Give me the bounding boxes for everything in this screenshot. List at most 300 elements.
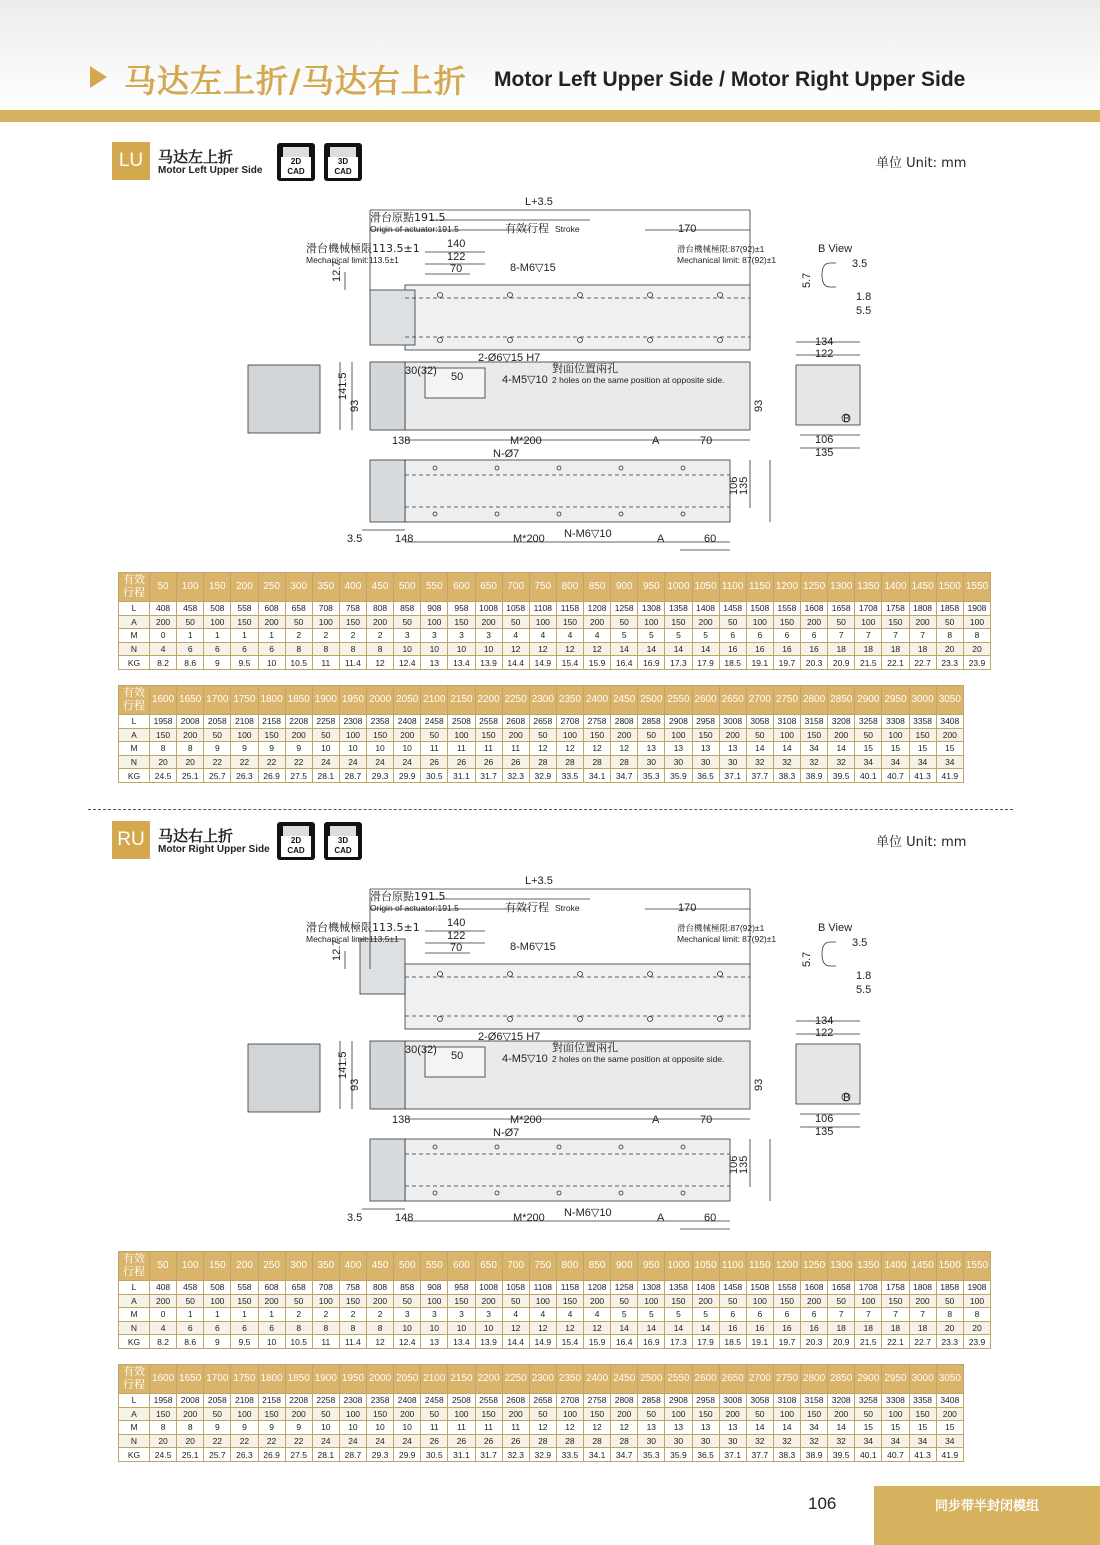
stroke-value-header: 2800 [801,1365,828,1394]
stroke-value-header: 1150 [746,1252,773,1281]
dim-label-d3032: 30(32) [405,1044,437,1056]
table-cell: 30.5 [421,1448,448,1462]
table-cell: 10 [258,1335,285,1349]
table-cell: 200 [258,615,285,629]
table-cell: 50 [285,1294,312,1308]
table-cell: 8 [367,642,394,656]
floppy-shutter [283,147,309,157]
dim-label-d106v: 106 [728,476,740,495]
table-cell: 31.1 [448,1448,475,1462]
table-cell: 10 [394,1421,421,1435]
table-cell: 100 [312,1294,339,1308]
table-cell: 26 [421,755,448,769]
table-cell: 19.1 [746,656,773,670]
table-cell: 9 [258,1421,285,1435]
stroke-value-header: 850 [584,573,611,602]
table-cell: 31.7 [475,769,502,783]
table-cell: 3 [475,629,502,643]
table-cell: 1108 [529,1281,556,1295]
stroke-value-header: 50 [150,573,177,602]
table-cell: 3258 [855,715,882,729]
stroke-value-header: 1950 [339,1365,366,1394]
table-cell: 8 [285,642,312,656]
table-cell: 28 [556,1434,583,1448]
section-title-cn: 马达右上折 [158,827,234,845]
stroke-value-header: 450 [367,1252,394,1281]
dim-label-d140: 140 [447,238,466,250]
stroke-header-cell: 有效行程 [119,686,150,715]
table-row [119,715,964,729]
table-cell: 150 [584,1407,611,1421]
dim-label-d50: 50 [451,371,464,383]
table-cell: 150 [773,615,800,629]
stroke-value-header: 2250 [502,686,529,715]
table-cell: 3008 [719,715,746,729]
stroke-value-header: 600 [448,573,475,602]
dim-label-m6: 8-M6▽15 [510,262,556,274]
table-cell: 4 [556,1308,583,1322]
table-cell: 25.1 [177,769,204,783]
table-cell: 12 [556,742,583,756]
table-cell: 5 [692,629,719,643]
table-cell: 34 [855,755,882,769]
table-cell: 41.3 [909,1448,936,1462]
table-cell: 1458 [719,1281,746,1295]
table-cell: 32.9 [529,769,556,783]
stroke-value-header: 150 [204,573,231,602]
row-label: N [119,755,150,769]
table-cell: 200 [394,1407,421,1421]
table-cell: 2408 [394,1394,421,1408]
table-cell: 50 [638,1407,665,1421]
table-cell: 200 [909,615,936,629]
table-cell: 1758 [882,1281,909,1295]
table-cell: 28 [556,755,583,769]
table-cell: 7 [828,1308,855,1322]
cad-2d-download-icon[interactable] [277,143,315,181]
table-cell: 50 [828,615,855,629]
dim-label-d93: 93 [349,399,361,412]
stroke-value-header: 700 [502,1252,529,1281]
table-cell: 2158 [258,1394,285,1408]
table-cell: 37.7 [746,1448,773,1462]
table-cell: 2708 [556,1394,583,1408]
motor-top-view [360,939,405,994]
table-cell: 35.3 [638,1448,665,1462]
table-cell: 14 [665,1321,692,1335]
dim-label-d148: 148 [395,533,414,545]
table-cell: 3 [475,1308,502,1322]
table-cell: 16 [719,1321,746,1335]
dim-label-b18: 1.8 [856,291,872,303]
table-cell: 50 [312,1407,339,1421]
stroke-value-header: 1500 [936,573,963,602]
stroke-value-header: 350 [312,1252,339,1281]
dim-label-nm6: N-M6▽10 [564,528,612,540]
stroke-value-header: 1800 [258,686,285,715]
table-row [119,728,964,742]
table-cell: 50 [529,1407,556,1421]
table-cell: 13 [421,1335,448,1349]
table-cell: 5 [638,1308,665,1322]
stroke-value-header: 1150 [746,573,773,602]
dim-label-d135: 135 [815,447,834,459]
table-cell: 41.9 [936,1448,963,1462]
table-cell: 11 [475,742,502,756]
table-cell: 200 [936,1407,963,1421]
table-cell: 50 [177,615,204,629]
table-cell: 408 [150,602,177,616]
dim-label-origin-en: Origin of actuator:191.5 [370,903,459,913]
stroke-value-header: 1050 [692,573,719,602]
table-cell: 200 [828,1407,855,1421]
dim-label-d60: 60 [704,1212,717,1224]
table-cell: 11 [448,1421,475,1435]
table-cell: 2 [285,1308,312,1322]
table-cell: 200 [502,728,529,742]
table-cell: 200 [719,1407,746,1421]
stroke-value-header: 2300 [529,686,556,715]
cad-3d-download-icon[interactable] [324,822,362,860]
table-cell: 32.3 [502,1448,529,1462]
table-cell: 2058 [204,1394,231,1408]
table-cell: 0 [150,629,177,643]
table-cell: 17.9 [692,656,719,670]
dim-label-pin: 2-Ø6▽15 H7 [478,1031,541,1043]
table-cell: 808 [367,602,394,616]
table-cell: 23.9 [963,1335,990,1349]
table-cell: 22.7 [909,656,936,670]
row-label: N [119,1434,150,1448]
table-cell: 50 [855,1407,882,1421]
table-cell: 3 [421,629,448,643]
table-cell: 38.9 [801,769,828,783]
table-cell: 15 [936,742,963,756]
table-row [119,1335,991,1349]
table-cell: 2008 [177,1394,204,1408]
table-cell: 20.9 [828,656,855,670]
table-cell: 1158 [556,1281,583,1295]
stroke-value-header: 2650 [719,686,746,715]
row-label: L [119,1281,150,1295]
stroke-value-header: 950 [638,573,665,602]
row-label: A [119,728,150,742]
dim-label-d122b: 122 [815,348,834,360]
table-cell: 100 [421,615,448,629]
table-cell: 7 [882,1308,909,1322]
table-cell: 1908 [963,1281,990,1295]
table-cell: 508 [204,602,231,616]
table-row [119,769,964,783]
table-cell: 1258 [611,602,638,616]
table-cell: 2708 [556,715,583,729]
dim-label-overall: L+3.5 [525,196,553,208]
table-cell: 34.7 [611,1448,638,1462]
stroke-value-header: 1900 [312,686,339,715]
table-cell: 22.1 [882,1335,909,1349]
table-cell: 200 [801,1294,828,1308]
dim-label-d122: 122 [447,930,466,942]
table-cell: 200 [584,1294,611,1308]
table-cell: 200 [177,1407,204,1421]
table-cell: 2208 [285,715,312,729]
table-cell: 28 [529,1434,556,1448]
dim-label-bview: B View [818,922,853,934]
stroke-value-header: 2500 [638,1365,665,1394]
table-cell: 12.4 [394,1335,421,1349]
dim-label-d138: 138 [392,435,411,447]
dim-label-d93b: 93 [753,399,765,412]
row-label: L [119,715,150,729]
table-cell: 150 [584,728,611,742]
table-cell: 22.7 [909,1335,936,1349]
stroke-value-header: 3050 [936,686,963,715]
table-cell: 150 [258,728,285,742]
table-cell: 25.1 [177,1448,204,1462]
table-cell: 12.4 [394,656,421,670]
table-cell: 100 [882,1407,909,1421]
table-cell: 100 [638,615,665,629]
stroke-value-header: 2850 [828,1365,855,1394]
table-cell: 2008 [177,715,204,729]
table-cell: 22 [231,1434,258,1448]
table-cell: 758 [339,1281,366,1295]
stroke-value-header: 1700 [204,1365,231,1394]
motor-end-view [248,1044,320,1112]
dim-label-mech-right-cn: 滑台機械極限:87(92)±1 [677,923,765,933]
table-cell: 6 [746,1308,773,1322]
spec-table-long-strokes [118,685,964,783]
table-cell: 34 [801,1421,828,1435]
table-cell: 2 [312,629,339,643]
dim-label-bmark: B [843,413,851,425]
dim-label-d134: 134 [815,1015,834,1027]
stroke-value-header: 1250 [801,1252,828,1281]
table-cell: 50 [177,1294,204,1308]
table-row [119,642,991,656]
table-cell: 3358 [909,1394,936,1408]
row-label: A [119,615,150,629]
row-label: N [119,1321,150,1335]
table-cell: 6 [204,642,231,656]
table-cell: 1308 [638,602,665,616]
motor-bottom-view [370,460,405,522]
dim-label-mech-left-cn: 滑台機械極限113.5±1 [306,921,420,934]
table-cell: 100 [204,615,231,629]
table-cell: 8 [339,642,366,656]
table-cell: 8 [936,1308,963,1322]
stroke-value-header: 2600 [692,1365,719,1394]
table-header-row [119,1252,991,1281]
table-cell: 200 [611,1407,638,1421]
stroke-value-header: 1750 [231,686,258,715]
table-cell: 6 [773,629,800,643]
table-cell: 24 [339,755,366,769]
table-cell: 13 [692,1421,719,1435]
table-cell: 3 [448,1308,475,1322]
table-cell: 11 [448,742,475,756]
table-cell: 1958 [150,1394,177,1408]
table-cell: 32 [801,755,828,769]
table-cell: 32.9 [529,1448,556,1462]
stroke-value-header: 2300 [529,1365,556,1394]
table-cell: 26.9 [258,769,285,783]
dim-label-d135v: 135 [738,476,750,495]
table-cell: 14 [692,1321,719,1335]
table-cell: 100 [773,728,800,742]
table-cell: 15.4 [556,656,583,670]
table-cell: 2458 [421,1394,448,1408]
table-cell: 200 [611,728,638,742]
table-cell: 1408 [692,1281,719,1295]
table-cell: 25.7 [204,1448,231,1462]
table-cell: 26 [502,755,529,769]
table-cell: 808 [367,1281,394,1295]
table-cell: 150 [556,1294,583,1308]
cad-3d-download-icon[interactable] [324,143,362,181]
table-cell: 958 [448,602,475,616]
cad-2d-download-icon[interactable] [277,822,315,860]
table-cell: 2958 [692,1394,719,1408]
spec-table-short-strokes [118,572,991,670]
stroke-value-header: 100 [177,573,204,602]
dim-label-mech-right-cn: 滑台機械極限:87(92)±1 [677,244,765,254]
table-cell: 2808 [611,1394,638,1408]
table-cell: 9 [231,742,258,756]
dim-label-opp-cn: 對面位置兩孔 [552,362,618,375]
dim-label-d70b: 70 [700,435,713,447]
floppy-shutter [330,826,356,836]
table-cell: 19.7 [773,656,800,670]
table-cell: 150 [665,615,692,629]
stroke-value-header: 2200 [475,1365,502,1394]
table-cell: 30 [638,755,665,769]
table-cell: 50 [638,728,665,742]
table-row [119,629,991,643]
stroke-value-header: 900 [611,573,638,602]
table-row [119,1281,991,1295]
table-cell: 38.3 [773,769,800,783]
actuator-end-view [796,365,860,425]
table-cell: 150 [692,1407,719,1421]
table-cell: 27.5 [285,769,312,783]
table-cell: 50 [312,728,339,742]
stroke-value-header: 400 [339,1252,366,1281]
row-label: KG [119,1335,150,1349]
stroke-value-header: 2750 [773,686,800,715]
table-cell: 2058 [204,715,231,729]
table-row [119,1407,964,1421]
page-number: 106 [808,1494,837,1513]
table-cell: 8 [150,742,177,756]
table-cell: 26.3 [231,1448,258,1462]
table-cell: 4 [150,642,177,656]
table-cell: 15 [882,742,909,756]
stroke-value-header: 2000 [367,1365,394,1394]
table-cell: 150 [448,1294,475,1308]
table-cell: 26.3 [231,769,258,783]
stroke-value-header: 1600 [150,1365,177,1394]
table-cell: 608 [258,1281,285,1295]
table-cell: 17.9 [692,1335,719,1349]
table-cell: 2608 [502,1394,529,1408]
table-cell: 15 [936,1421,963,1435]
dim-label-d106v: 106 [728,1155,740,1174]
table-cell: 11.4 [339,1335,366,1349]
table-cell: 40.7 [882,1448,909,1462]
table-cell: 708 [312,602,339,616]
table-cell: 8 [367,1321,394,1335]
table-cell: 7 [855,1308,882,1322]
table-cell: 1 [177,629,204,643]
table-cell: 150 [909,1407,936,1421]
table-cell: 26 [475,755,502,769]
stroke-header-cell: 有效行程 [119,1252,150,1281]
table-cell: 6 [773,1308,800,1322]
table-cell: 2858 [638,715,665,729]
stroke-value-header: 1550 [963,1252,990,1281]
table-cell: 150 [231,615,258,629]
table-cell: 2858 [638,1394,665,1408]
table-cell: 2 [312,1308,339,1322]
table-cell: 10.5 [285,1335,312,1349]
table-cell: 12 [584,742,611,756]
stroke-value-header: 1100 [719,573,746,602]
unit-label: 单位 Unit: mm [876,835,967,850]
table-cell: 2758 [584,715,611,729]
dim-label-d135: 135 [815,1126,834,1138]
table-cell: 32 [746,1434,773,1448]
table-header-row [119,573,991,602]
table-cell: 50 [936,615,963,629]
table-cell: 4 [529,629,556,643]
dim-label-mstar: M*200 [510,435,542,447]
header-arrow-icon [90,66,107,88]
table-cell: 1158 [556,602,583,616]
table-cell: 708 [312,1281,339,1295]
table-cell: 2558 [475,715,502,729]
table-cell: 22 [285,1434,312,1448]
table-cell: 13 [692,742,719,756]
dim-label-d140: 140 [447,917,466,929]
stroke-value-header: 500 [394,1252,421,1281]
table-cell: 100 [746,1294,773,1308]
table-cell: 1808 [909,602,936,616]
table-cell: 10 [258,656,285,670]
stroke-value-header: 1650 [177,686,204,715]
table-cell: 10 [421,642,448,656]
table-cell: 14 [746,742,773,756]
dim-label-opp-en: 2 holes on the same position at opposite side. [552,375,725,385]
table-cell: 3058 [746,1394,773,1408]
table-cell: 1108 [529,602,556,616]
dim-label-mech-left-en: Mechanical limit:113.5±1 [306,255,399,265]
table-cell: 30 [665,755,692,769]
table-cell: 10 [367,742,394,756]
table-cell: 1558 [773,1281,800,1295]
table-cell: 10 [339,742,366,756]
dim-label-b57: 5.7 [801,272,813,288]
table-cell: 8 [150,1421,177,1435]
dim-label-d1415: 141.5 [337,372,349,400]
stroke-value-header: 1650 [177,1365,204,1394]
table-cell: 14 [638,1321,665,1335]
table-cell: 12 [584,642,611,656]
table-cell: 30 [719,755,746,769]
stroke-value-header: 1450 [909,1252,936,1281]
table-cell: 12 [584,1321,611,1335]
table-cell: 13 [719,742,746,756]
